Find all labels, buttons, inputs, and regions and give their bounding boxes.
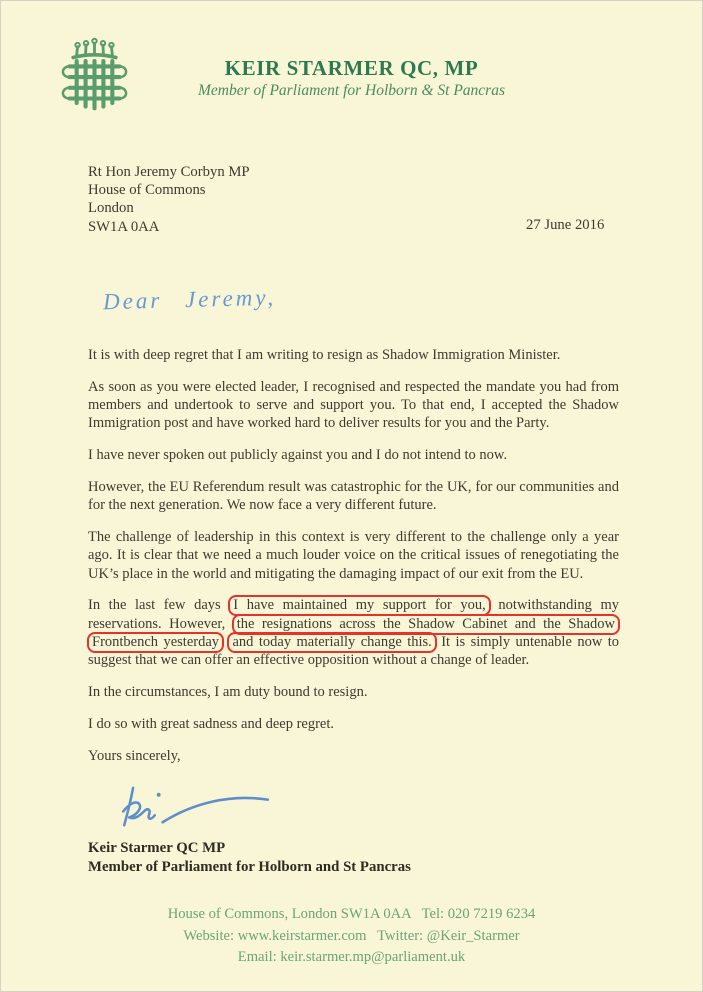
handwritten-signature <box>113 779 281 838</box>
recipient-line: House of Commons <box>88 182 206 199</box>
recipient-line: SW1A 0AA <box>88 218 160 235</box>
footer-email: Email: keir.starmer.mp@parliament.uk <box>237 949 466 965</box>
paragraph-2: As soon as you were elected leader, I recognised and respected the mandate you had from members and undertook to serve and support you. To that end, I accepted the Shadow Immigration post and have worked hard to deliver results for you and the Party. <box>88 378 619 432</box>
recipient-line: Rt Hon Jeremy Corbyn MP <box>88 164 250 180</box>
paragraph-4: However, the EU Referendum result was catastrophic for the UK, for our communities and for the next generation. We now face a very different future. <box>88 478 619 514</box>
paragraph-3: I have never spoken out publicly against you and I do not intend to now. <box>88 447 508 464</box>
p6-text-4: It is simply untenable now to suggest that we can offer an effective opposition without a change of leader. <box>88 634 620 669</box>
red-annotation-box-1: I have maintained my support for you, <box>228 595 491 616</box>
recipient-line: London <box>88 200 134 217</box>
p6-text-2: notwithstanding my reservations. However, <box>88 597 619 632</box>
letterhead-constituency: Member of Parliament for Holborn & St Pancras <box>198 82 505 99</box>
paragraph-7: In the circumstances, I am duty bound to resign. <box>88 684 368 701</box>
handwritten-salutation: Dear Jeremy, <box>102 284 277 315</box>
red-annotation-box-3: and today materially change this. <box>227 632 436 653</box>
paragraph-8: I do so with great sadness and deep regret. <box>88 715 335 732</box>
red-annotation-box-2: the resignations across the Shadow Cabinet and the Shadow Frontbench yesterday <box>87 614 620 653</box>
p6-text-1: In the last few days <box>88 597 230 614</box>
signoff-block <box>88 839 411 876</box>
paragraph-6 <box>88 596 619 669</box>
paragraph-5: The challenge of leadership in this context is very different to the challenge only a year ago. It is clear that we need a much louder voice on the critical issues of renegotiating the UK’s place in the world and mitigating the damaging impact of our exit from the EU. <box>88 529 619 582</box>
sender-name: Keir Starmer QC MP <box>88 840 226 856</box>
closing-phrase: Yours sincerely, <box>88 747 181 764</box>
contact-footer <box>1 904 702 969</box>
paragraph-1: It is with deep regret that I am writing to resign as Shadow Immigration Minister. <box>88 347 561 363</box>
footer-address-tel: House of Commons, London SW1A 0AA Tel: 020 7219 6234 <box>167 906 536 922</box>
letter-date: 27 June 2016 <box>526 217 605 233</box>
letter-body <box>88 346 619 779</box>
footer-website-twitter: Website: www.keirstarmer.com Twitter: @Keir_Starmer <box>183 927 520 944</box>
sender-role: Member of Parliament for Holborn and St Pancras <box>88 858 411 875</box>
letterhead-name: KEIR STARMER QC, MP <box>224 56 479 80</box>
recipient-address <box>88 163 250 236</box>
